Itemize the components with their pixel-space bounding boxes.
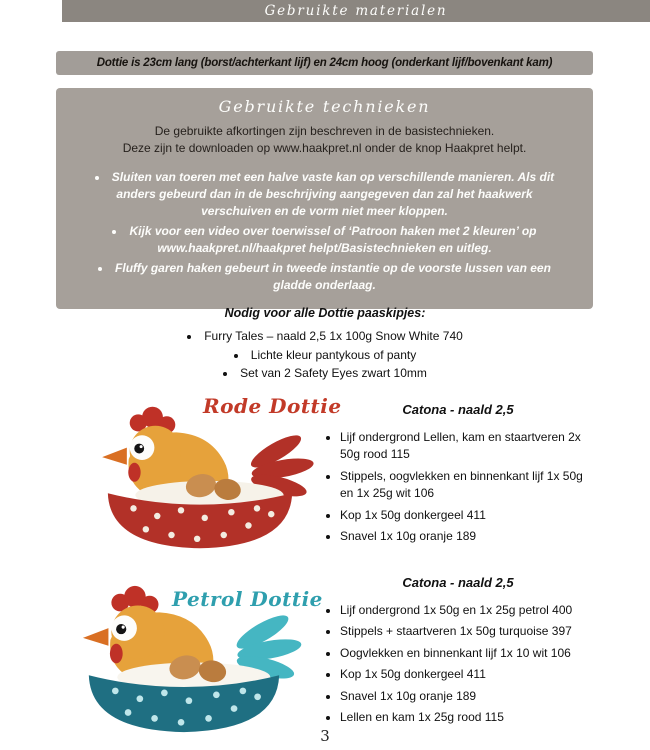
section-header-materials [62,0,650,22]
petrol-dottie-materials [322,575,594,730]
techniques-intro-line2: Deze zijn te downloaden op www.haakpret.nl onder de knop Haakpret helpt. [122,140,527,155]
techniques-intro-line1: De gebruikte afkortingen zijn beschreven in de basistechnieken. [154,124,495,138]
size-note-text: Dottie is 23cm lang (borst/achterkant lijf) en 24cm hoog (onderkant lijf/bovenkant kam) [96,57,553,69]
product-name-petrol-dottie: Petrol Dottie [172,587,323,611]
header-title: Gebruikte materialen [264,3,448,19]
petrol-dottie-illustration [55,581,313,738]
technique-item: • Sluiten van toeren met een halve vaste kan op verschillende manieren. Als dit anders gebeurd dan in de beschrijving aangegeven dan zal het haakwerk verschuiven en de vorm niet meer kloppen. [82,169,567,220]
materials-subtitle: Catona - naald 2,5 [402,402,514,417]
needed-section [0,306,650,383]
techniques-title: Gebruikte technieken [218,97,431,116]
material-item: • Lijf ondergrond 1x 50g en 1x 25g petrol 400 [340,602,594,619]
techniques-list [82,169,567,294]
needed-item: • Lichte kleur pantykous of panty [0,346,650,365]
material-item: • Lellen en kam 1x 25g rood 115 [340,709,594,726]
materials-subtitle: Catona - naald 2,5 [402,575,514,590]
product-rode-dottie [0,392,650,565]
techniques-panel [56,88,593,309]
needed-item: • Set van 2 Safety Eyes zwart 10mm [0,364,650,383]
material-item: • Kop 1x 50g donkergeel 411 [340,507,594,524]
petrol-dottie-photo [55,581,313,743]
rode-dottie-materials [322,402,594,549]
technique-item: • Kijk voor een video over toerwissel of ‘Patroon haken met 2 kleuren’ op www.haakpret.nl/haakpret helpt/Basistechnieken en uitleg. [82,223,567,257]
material-item: • Oogvlekken en binnenkant lijf 1x 10 wit 106 [340,645,594,662]
needed-title: Nodig voor alle Dottie paaskipjes: [224,306,426,320]
techniques-intro [82,123,567,157]
materials-list [340,429,594,545]
material-item: • Stippels, oogvlekken en binnenkant lijf 1x 50g en 1x 25g wit 106 [340,468,594,503]
product-name-rode-dottie: Rode Dottie [203,394,342,418]
material-item: • Snavel 1x 10g oranje 189 [340,528,594,545]
material-item: • Kop 1x 50g donkergeel 411 [340,666,594,683]
material-item: • Snavel 1x 10g oranje 189 [340,688,594,705]
size-note-bar [56,51,593,75]
rode-dottie-illustration [75,402,325,554]
needed-item: • Furry Tales – naald 2,5 1x 100g Snow White 740 [0,327,650,346]
product-petrol-dottie [0,565,650,745]
material-item: • Lijf ondergrond Lellen, kam en staartveren 2x 50g rood 115 [340,429,594,464]
page-number: 3 [320,727,330,745]
rode-dottie-photo [75,402,325,559]
needed-list [0,327,650,383]
materials-list [340,602,594,726]
material-item: • Stippels + staartveren 1x 50g turquoise 397 [340,623,594,640]
technique-item: • Fluffy garen haken gebeurt in tweede instantie op de voorste lussen van een gladde onderlaag. [82,260,567,294]
